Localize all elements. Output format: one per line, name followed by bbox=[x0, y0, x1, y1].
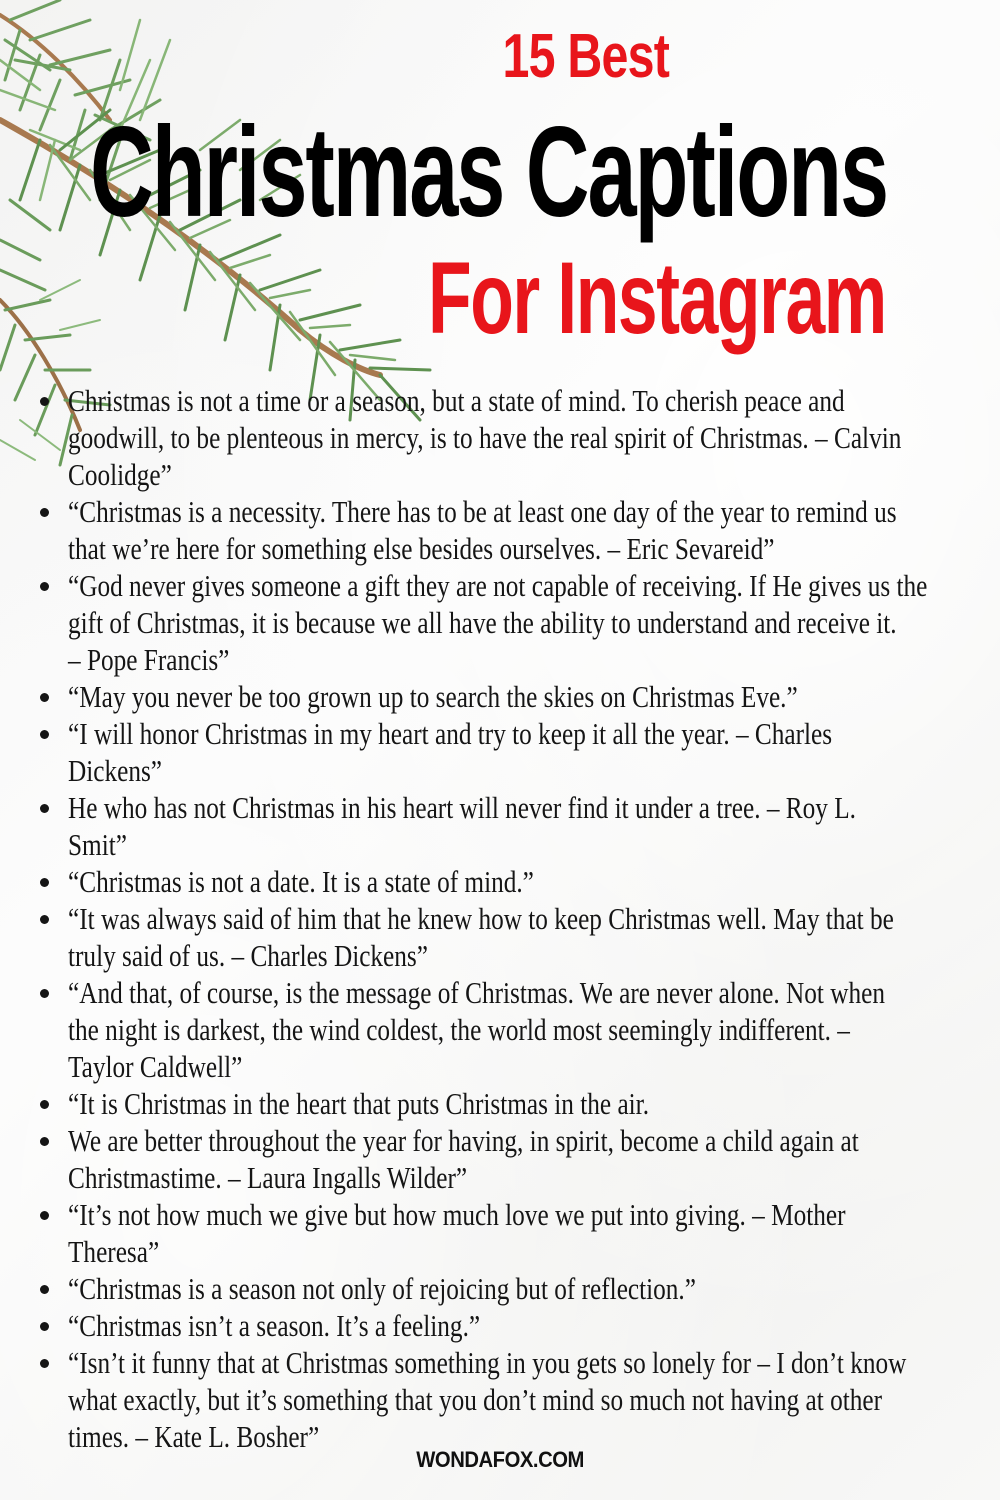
list-item: “It is Christmas in the heart that puts Christmas in the air. bbox=[38, 1085, 998, 1122]
bullet-icon bbox=[40, 1211, 49, 1220]
list-item: “May you never be too grown up to search the skies on Christmas Eve.” bbox=[38, 678, 998, 715]
bullet-icon bbox=[40, 1100, 49, 1109]
list-item: “And that, of course, is the message of Christmas. We are never alone. Not when the night is darkest, the wind coldest, the world most seemingly indifferent. – Taylor Caldwell” bbox=[38, 974, 998, 1085]
bullet-icon bbox=[40, 915, 49, 924]
list-item: “Christmas is not a date. It is a state of mind.” bbox=[38, 863, 998, 900]
bullet-icon bbox=[40, 804, 49, 813]
bullet-icon bbox=[40, 878, 49, 887]
quote-list bbox=[38, 382, 998, 1455]
title-count: 15 Best bbox=[502, 22, 670, 91]
list-item: We are better throughout the year for having, in spirit, become a child again at Christmastime. – Laura Ingalls Wilder” bbox=[38, 1122, 998, 1196]
bullet-icon bbox=[40, 508, 49, 517]
list-item: “Christmas is a season not only of rejoicing but of reflection.” bbox=[38, 1270, 998, 1307]
page-title: Christmas Captions bbox=[90, 101, 888, 244]
list-item: “Christmas is a necessity. There has to be at least one day of the year to remind us that we’re here for something else besides ourselves. – Eric Sevareid” bbox=[38, 493, 998, 567]
bullet-icon bbox=[40, 397, 49, 406]
bullet-icon bbox=[40, 582, 49, 591]
bullet-icon bbox=[40, 693, 49, 702]
site-watermark: WONDAFOX.COM bbox=[416, 1447, 584, 1472]
list-item: “Isn’t it funny that at Christmas something in you gets so lonely for – I don’t know what exactly, but it’s something that you don’t mind so much not having at other times. – Kate L. Bosher” bbox=[38, 1344, 998, 1455]
title-subtitle: For Instagram bbox=[428, 241, 886, 355]
list-item: He who has not Christmas in his heart will never find it under a tree. – Roy L. Smit” bbox=[38, 789, 998, 863]
list-item: Christmas is not a time or a season, but a state of mind. To cherish peace and goodwill, to be plenteous in mercy, is to have the real spirit of Christmas. – Calvin Coolidge” bbox=[38, 382, 998, 493]
bullet-icon bbox=[40, 1285, 49, 1294]
list-item: “I will honor Christmas in my heart and try to keep it all the year. – Charles Dickens” bbox=[38, 715, 998, 789]
bullet-icon bbox=[40, 989, 49, 998]
list-item: “God never gives someone a gift they are not capable of receiving. If He gives us the gift of Christmas, it is because we all have the ability to understand and receive it. – Pope Francis” bbox=[38, 567, 998, 678]
list-item: “It was always said of him that he knew how to keep Christmas well. May that be truly said of us. – Charles Dickens” bbox=[38, 900, 998, 974]
bullet-icon bbox=[40, 730, 49, 739]
header bbox=[0, 0, 1000, 380]
footer bbox=[0, 1447, 1000, 1473]
list-item: “It’s not how much we give but how much love we put into giving. – Mother Theresa” bbox=[38, 1196, 998, 1270]
bullet-icon bbox=[40, 1137, 49, 1146]
bullet-icon bbox=[40, 1359, 49, 1368]
list-item: “Christmas isn’t a season. It’s a feeling.” bbox=[38, 1307, 998, 1344]
bullet-icon bbox=[40, 1322, 49, 1331]
